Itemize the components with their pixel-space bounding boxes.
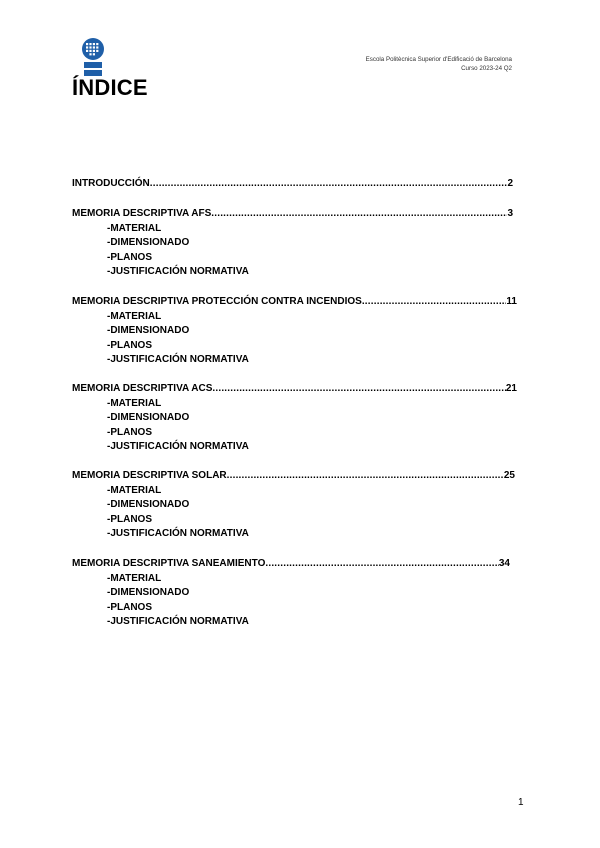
toc-subitem-list <box>107 310 517 368</box>
course-label: Curso 2023-24 Q2 <box>461 65 512 72</box>
toc-section-acs <box>72 382 517 455</box>
toc-entry[interactable] <box>72 557 510 570</box>
toc-subitem-list <box>107 484 515 542</box>
toc-entry-title: MEMORIA DESCRIPTIVA SANEAMIENTO <box>72 558 266 569</box>
toc-section-solar <box>72 469 515 542</box>
toc-subitem: -JUSTIFICACIÓN NORMATIVA <box>107 266 249 278</box>
toc-subitem: -DIMENSIONADO <box>107 499 190 511</box>
toc-section-saneamiento <box>72 557 510 630</box>
toc-entry-title: INTRODUCCIÓN <box>72 178 150 189</box>
toc-subitem-list <box>107 222 513 280</box>
toc-entry-title: MEMORIA DESCRIPTIVA AFS <box>72 208 212 219</box>
toc-page-number: 25 <box>503 470 515 481</box>
page-title: ÍNDICE <box>72 75 148 100</box>
document-header <box>366 55 512 73</box>
upc-logo <box>81 38 105 78</box>
toc-subitem: -DIMENSIONADO <box>107 587 190 599</box>
toc-subitem: -JUSTIFICACIÓN NORMATIVA <box>107 528 249 540</box>
toc-subitem: -MATERIAL <box>107 310 162 322</box>
toc-section-proteccion-incendios <box>72 295 517 368</box>
toc-subitem: -PLANOS <box>107 513 152 525</box>
school-name: Escola Politècnica Superior d'Edificació de Barcelona <box>365 56 512 63</box>
toc-subitem: -PLANOS <box>107 251 152 263</box>
toc-page-number: 11 <box>506 296 517 307</box>
toc-subitem: -JUSTIFICACIÓN NORMATIVA <box>107 616 249 628</box>
toc-subitem: -DIMENSIONADO <box>107 237 190 249</box>
toc-section-afs <box>72 207 513 280</box>
dot-leader <box>150 177 508 190</box>
toc-subitem: -DIMENSIONADO <box>107 325 190 337</box>
toc-entry[interactable] <box>72 382 517 395</box>
toc-section-introduccion <box>72 177 513 190</box>
dot-leader <box>227 469 504 482</box>
dot-leader <box>265 557 499 570</box>
toc-subitem-list <box>107 572 510 630</box>
upc-logo-icon <box>81 38 105 78</box>
toc-page-number: 21 <box>505 383 517 394</box>
toc-page-number: 3 <box>507 208 513 219</box>
toc-subitem: -MATERIAL <box>107 484 162 496</box>
toc-entry-title: MEMORIA DESCRIPTIVA SOLAR <box>72 470 227 481</box>
toc-page-number: 2 <box>507 178 513 189</box>
dot-leader <box>362 295 507 308</box>
toc-entry[interactable] <box>72 295 517 308</box>
toc-subitem: -JUSTIFICACIÓN NORMATIVA <box>107 354 249 366</box>
toc-entry-title: MEMORIA DESCRIPTIVA ACS <box>72 383 213 394</box>
toc-subitem-list <box>107 397 517 455</box>
toc-entry-title: MEMORIA DESCRIPTIVA PROTECCIÓN CONTRA INCENDIOS <box>72 296 362 307</box>
page-number: 1 <box>518 797 524 808</box>
toc-subitem: -JUSTIFICACIÓN NORMATIVA <box>107 441 249 453</box>
toc-entry[interactable] <box>72 469 515 482</box>
toc-subitem: -MATERIAL <box>107 222 162 234</box>
toc-subitem: -PLANOS <box>107 339 152 351</box>
toc-entry[interactable] <box>72 207 513 220</box>
toc-page-number: 34 <box>498 558 510 569</box>
toc-subitem: -DIMENSIONADO <box>107 412 190 424</box>
toc-subitem: -MATERIAL <box>107 572 162 584</box>
toc-subitem: -MATERIAL <box>107 397 162 409</box>
dot-leader <box>212 382 505 395</box>
toc-subitem: -PLANOS <box>107 426 152 438</box>
dot-leader <box>211 207 507 220</box>
toc-entry[interactable] <box>72 177 513 190</box>
toc-subitem: -PLANOS <box>107 601 152 613</box>
